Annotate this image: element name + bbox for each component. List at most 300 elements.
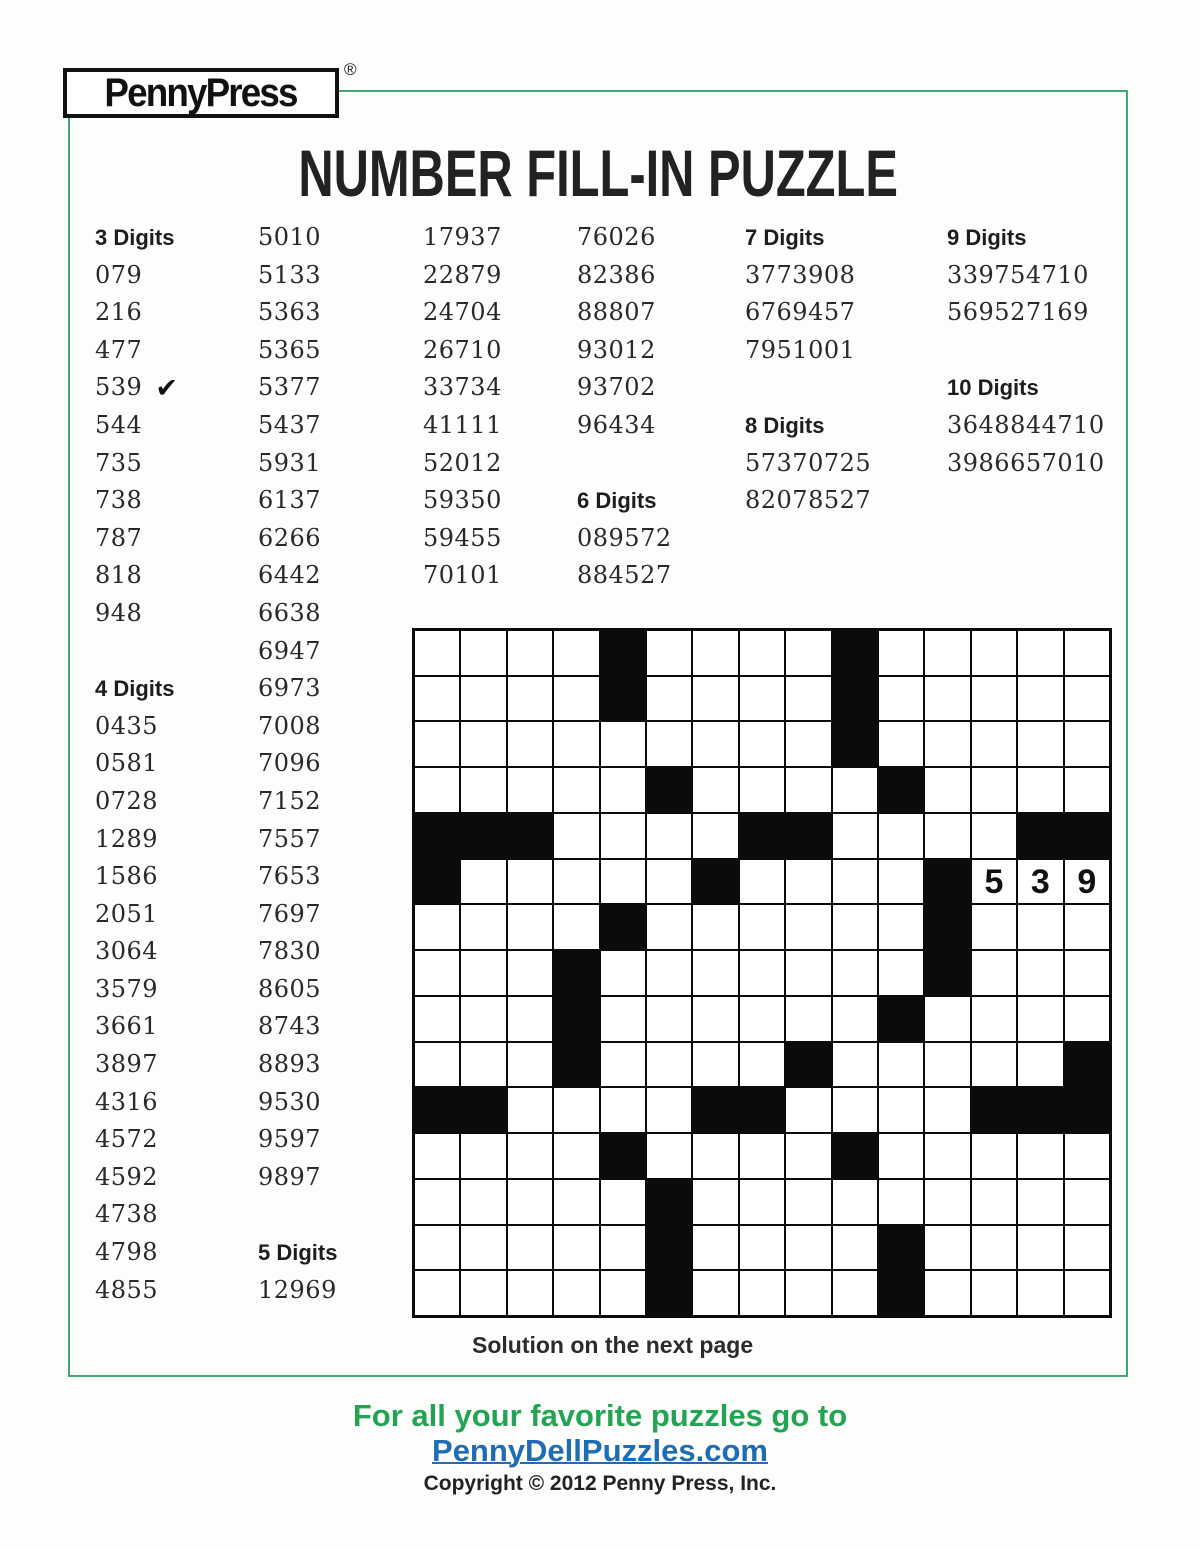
grid-cell[interactable] — [1018, 997, 1062, 1041]
grid-cell[interactable] — [508, 1271, 552, 1315]
grid-cell[interactable] — [925, 1180, 969, 1224]
list-number: 76026 — [577, 223, 656, 251]
grid-cell[interactable] — [554, 1088, 598, 1132]
list-number: 735 — [95, 448, 143, 477]
grid-cell[interactable] — [601, 951, 645, 995]
grid-cell[interactable] — [879, 814, 923, 858]
list-number: 2051 — [95, 899, 159, 928]
list-number: 3897 — [95, 1050, 159, 1079]
number-list-column-4 — [577, 219, 672, 595]
grid-cell[interactable] — [972, 631, 1016, 675]
grid-cell[interactable] — [879, 951, 923, 995]
list-number: 4316 — [95, 1087, 159, 1116]
grid-cell[interactable] — [879, 905, 923, 949]
grid-cell[interactable] — [972, 1271, 1016, 1315]
grid-cell[interactable] — [1018, 1134, 1062, 1178]
grid-cell[interactable] — [740, 1134, 784, 1178]
digit-group-header: 10 Digits — [947, 375, 1039, 401]
list-number: 089572 — [577, 523, 672, 552]
grid-cell[interactable] — [1018, 768, 1062, 812]
grid-cell[interactable] — [415, 997, 459, 1041]
grid-cell[interactable] — [461, 1271, 505, 1315]
list-number: 079 — [95, 260, 143, 289]
grid-cell[interactable] — [415, 1226, 459, 1270]
list-number: 539 ✔ — [95, 373, 179, 405]
list-number: 3648844710 — [947, 410, 1105, 439]
grid-cell[interactable] — [461, 1226, 505, 1270]
pennypress-logo-text: PennyPress — [104, 71, 298, 115]
number-list-column-3 — [423, 219, 502, 595]
list-number: 3579 — [95, 974, 159, 1003]
grid-cell[interactable] — [879, 722, 923, 766]
grid-cell[interactable] — [554, 905, 598, 949]
list-number: 59350 — [423, 486, 502, 515]
grid-cell[interactable] — [554, 722, 598, 766]
footer-link-wrap — [0, 1433, 1200, 1469]
grid-cell[interactable] — [601, 1043, 645, 1087]
list-number: 5365 — [258, 335, 322, 364]
grid-cell[interactable] — [693, 905, 737, 949]
list-number: 6442 — [258, 561, 322, 590]
grid-cell[interactable] — [925, 722, 969, 766]
grid-cell[interactable] — [554, 1226, 598, 1270]
footer-tagline: For all your favorite puzzles go to — [352, 1398, 848, 1433]
grid-cell[interactable] — [693, 1226, 737, 1270]
digit-group-header: 5 Digits — [258, 1240, 338, 1266]
grid-cell[interactable] — [786, 905, 830, 949]
prefilled-digit: 5 — [984, 862, 1004, 901]
list-number: 7951001 — [745, 335, 856, 364]
grid-cell[interactable] — [740, 1180, 784, 1224]
list-number: 544 — [95, 410, 143, 439]
grid-cell[interactable] — [786, 1134, 830, 1178]
grid-cell-black — [693, 860, 737, 904]
digit-group-header: 6 Digits — [577, 488, 657, 514]
grid-cell[interactable] — [1018, 1043, 1062, 1087]
digit-group-header: 9 Digits — [947, 225, 1027, 250]
list-number: 3773908 — [745, 260, 856, 289]
prefilled-digit: 9 — [1077, 862, 1097, 901]
grid-cell-black — [554, 1043, 598, 1087]
grid-cell[interactable] — [925, 997, 969, 1041]
grid-cell[interactable] — [972, 768, 1016, 812]
list-number: 70101 — [423, 561, 502, 590]
grid-cell[interactable] — [647, 722, 691, 766]
list-number: 884527 — [577, 561, 672, 590]
grid-cell[interactable] — [647, 951, 691, 995]
grid-cell[interactable] — [786, 677, 830, 721]
grid-cell[interactable] — [461, 860, 505, 904]
grid-cell[interactable] — [833, 768, 877, 812]
grid-cell[interactable] — [925, 1226, 969, 1270]
list-number: 6769457 — [745, 298, 856, 327]
grid-cell-black — [647, 1226, 691, 1270]
grid-cell-black — [461, 1088, 505, 1132]
list-number: 8743 — [258, 1012, 322, 1041]
list-number: 22879 — [423, 260, 502, 289]
list-number: 5010 — [258, 223, 322, 251]
grid-cell[interactable] — [1065, 631, 1109, 675]
grid-cell-black — [833, 677, 877, 721]
grid-cell-black — [879, 997, 923, 1041]
grid-cell[interactable] — [1018, 1271, 1062, 1315]
grid-cell[interactable] — [601, 814, 645, 858]
grid-cell[interactable] — [508, 1134, 552, 1178]
list-number: 96434 — [577, 410, 656, 439]
grid-cell[interactable] — [786, 768, 830, 812]
grid-cell[interactable] — [693, 1180, 737, 1224]
list-number: 9897 — [258, 1162, 322, 1191]
grid-cell[interactable] — [508, 631, 552, 675]
grid-cell[interactable] — [693, 997, 737, 1041]
grid-cell[interactable] — [461, 951, 505, 995]
grid-cell[interactable] — [508, 768, 552, 812]
grid-cell[interactable] — [740, 860, 784, 904]
grid-cell[interactable] — [925, 631, 969, 675]
list-number: 26710 — [423, 335, 502, 364]
grid-cell[interactable] — [461, 631, 505, 675]
list-number: 7152 — [258, 786, 322, 815]
list-number: 8605 — [258, 974, 322, 1003]
grid-cell[interactable] — [833, 905, 877, 949]
grid-cell[interactable] — [1065, 997, 1109, 1041]
grid-cell[interactable] — [601, 722, 645, 766]
digit-group-header: 7 Digits — [745, 225, 825, 250]
grid-cell[interactable] — [972, 1134, 1016, 1178]
grid-cell[interactable] — [601, 768, 645, 812]
digit-group-header: 8 Digits — [745, 412, 825, 438]
grid-cell[interactable] — [647, 814, 691, 858]
list-number: 818 — [95, 561, 143, 590]
grid-cell[interactable] — [740, 768, 784, 812]
list-number: 93012 — [577, 335, 656, 364]
grid-cell[interactable] — [554, 1271, 598, 1315]
grid-cell[interactable] — [647, 677, 691, 721]
grid-cell[interactable] — [601, 860, 645, 904]
grid-cell[interactable] — [1018, 677, 1062, 721]
grid-cell[interactable] — [833, 1226, 877, 1270]
grid-cell-black — [601, 905, 645, 949]
list-number: 4738 — [95, 1200, 159, 1229]
list-number: 59455 — [423, 523, 502, 552]
grid-cell[interactable] — [740, 1043, 784, 1087]
grid-cell[interactable] — [1018, 860, 1062, 904]
grid-cell[interactable] — [554, 814, 598, 858]
grid-cell-black — [1065, 814, 1109, 858]
list-number: 787 — [95, 523, 143, 552]
grid-cell[interactable] — [786, 1226, 830, 1270]
list-number: 339754710 — [947, 260, 1089, 289]
grid-cell[interactable] — [972, 722, 1016, 766]
grid-cell-black — [925, 905, 969, 949]
grid-cell-black — [601, 1134, 645, 1178]
list-number: 12969 — [258, 1275, 337, 1304]
grid-cell[interactable] — [833, 1043, 877, 1087]
list-number: 93702 — [577, 373, 656, 402]
grid-cell[interactable] — [415, 768, 459, 812]
grid-cell[interactable] — [554, 1180, 598, 1224]
grid-cell[interactable] — [786, 1180, 830, 1224]
grid-cell[interactable] — [554, 677, 598, 721]
grid-cell[interactable] — [786, 1088, 830, 1132]
grid-cell-black — [879, 768, 923, 812]
grid-cell[interactable] — [647, 997, 691, 1041]
grid-cell-black — [786, 814, 830, 858]
grid-cell[interactable] — [647, 905, 691, 949]
list-spacer — [947, 332, 1105, 370]
grid-cell-black — [508, 814, 552, 858]
grid-cell[interactable] — [786, 860, 830, 904]
list-number: 7096 — [258, 749, 322, 778]
grid-cell[interactable] — [1065, 1134, 1109, 1178]
grid-cell[interactable] — [461, 768, 505, 812]
grid-cell[interactable] — [554, 631, 598, 675]
grid-cell-black — [554, 997, 598, 1041]
grid-cell[interactable] — [1018, 722, 1062, 766]
prefilled-digit: 3 — [1030, 862, 1050, 901]
registered-trademark-icon: ® — [344, 60, 357, 79]
grid-cell[interactable] — [1065, 768, 1109, 812]
grid-cell[interactable] — [508, 1043, 552, 1087]
grid-cell[interactable] — [693, 1271, 737, 1315]
grid-cell[interactable] — [415, 1134, 459, 1178]
grid-cell[interactable] — [740, 677, 784, 721]
grid-cell[interactable] — [461, 1043, 505, 1087]
grid-cell[interactable] — [461, 722, 505, 766]
list-number: 3064 — [95, 937, 159, 966]
grid-cell[interactable] — [1018, 1226, 1062, 1270]
grid-cell[interactable] — [740, 631, 784, 675]
grid-cell[interactable] — [508, 1226, 552, 1270]
grid-cell[interactable] — [647, 1043, 691, 1087]
grid-cell[interactable] — [1018, 1180, 1062, 1224]
grid-cell-black — [415, 860, 459, 904]
list-number: 8893 — [258, 1050, 322, 1079]
grid-cell-black — [740, 1088, 784, 1132]
grid-cell-black — [972, 1088, 1016, 1132]
grid-cell[interactable] — [415, 631, 459, 675]
footer-copyright: Copyright © 2012 Penny Press, Inc. — [423, 1472, 777, 1495]
list-number: 6137 — [258, 486, 322, 515]
grid-cell[interactable] — [925, 768, 969, 812]
list-number: 82078527 — [745, 486, 872, 515]
grid-cell[interactable] — [972, 951, 1016, 995]
grid-cell[interactable] — [508, 1088, 552, 1132]
grid-cell[interactable] — [647, 631, 691, 675]
grid-cell[interactable] — [693, 631, 737, 675]
grid-cell[interactable] — [740, 1271, 784, 1315]
grid-cell[interactable] — [1065, 1226, 1109, 1270]
grid-cell[interactable] — [508, 677, 552, 721]
grid-cell[interactable] — [879, 1134, 923, 1178]
grid-cell-black — [879, 1226, 923, 1270]
grid-cell[interactable] — [972, 997, 1016, 1041]
grid-cell[interactable] — [833, 1180, 877, 1224]
list-spacer — [745, 369, 871, 407]
grid-cell-black — [1018, 814, 1062, 858]
grid-cell[interactable] — [833, 1271, 877, 1315]
grid-cell[interactable] — [415, 677, 459, 721]
grid-cell[interactable] — [972, 1180, 1016, 1224]
list-number: 4592 — [95, 1162, 159, 1191]
grid-cell-black — [833, 1134, 877, 1178]
grid-cell[interactable] — [461, 1180, 505, 1224]
grid-cell[interactable] — [786, 1271, 830, 1315]
grid-cell-black — [925, 951, 969, 995]
grid-cell-black — [833, 631, 877, 675]
grid-cell-black — [1065, 1088, 1109, 1132]
grid-cell[interactable] — [740, 997, 784, 1041]
grid-cell[interactable] — [879, 677, 923, 721]
grid-cell[interactable] — [693, 768, 737, 812]
grid-cell[interactable] — [415, 1180, 459, 1224]
grid-cell[interactable] — [415, 905, 459, 949]
grid-cell[interactable] — [1065, 722, 1109, 766]
grid-cell[interactable] — [1065, 951, 1109, 995]
grid-cell[interactable] — [833, 951, 877, 995]
grid-cell[interactable] — [693, 1134, 737, 1178]
grid-cell[interactable] — [925, 1134, 969, 1178]
grid-cell[interactable] — [508, 997, 552, 1041]
grid-cell[interactable] — [833, 1088, 877, 1132]
grid-cell[interactable] — [972, 860, 1016, 904]
grid-cell[interactable] — [415, 1271, 459, 1315]
list-number: 6947 — [258, 636, 322, 665]
grid-cell[interactable] — [461, 905, 505, 949]
grid-cell[interactable] — [1018, 951, 1062, 995]
grid-cell[interactable] — [1018, 905, 1062, 949]
list-number: 9530 — [258, 1087, 322, 1116]
grid-cell-black — [1065, 1043, 1109, 1087]
grid-cell[interactable] — [647, 1134, 691, 1178]
grid-cell[interactable] — [1065, 677, 1109, 721]
list-number: 6266 — [258, 523, 322, 552]
grid-cell[interactable] — [879, 1180, 923, 1224]
grid-cell[interactable] — [554, 860, 598, 904]
grid-cell[interactable] — [1065, 1180, 1109, 1224]
grid-cell[interactable] — [693, 1043, 737, 1087]
grid-cell[interactable] — [786, 951, 830, 995]
grid-cell[interactable] — [693, 677, 737, 721]
grid-cell[interactable] — [972, 677, 1016, 721]
grid-cell[interactable] — [972, 1226, 1016, 1270]
grid-cell[interactable] — [508, 905, 552, 949]
grid-cell[interactable] — [508, 1180, 552, 1224]
list-number: 4798 — [95, 1238, 159, 1267]
list-number: 1586 — [95, 862, 159, 891]
list-number: 4855 — [95, 1275, 159, 1304]
grid-cell[interactable] — [601, 1226, 645, 1270]
pennypress-logo — [63, 68, 339, 118]
grid-cell[interactable] — [1065, 905, 1109, 949]
grid-cell[interactable] — [879, 1088, 923, 1132]
grid-cell[interactable] — [1065, 860, 1109, 904]
grid-cell[interactable] — [508, 860, 552, 904]
grid-cell[interactable] — [554, 1134, 598, 1178]
list-number: 0435 — [95, 711, 159, 740]
list-number: 477 — [95, 335, 143, 364]
grid-cell[interactable] — [647, 1088, 691, 1132]
grid-cell[interactable] — [925, 1043, 969, 1087]
grid-cell[interactable] — [415, 1043, 459, 1087]
grid-cell[interactable] — [461, 997, 505, 1041]
pennydellpuzzles-link[interactable]: PennyDellPuzzles.com — [432, 1433, 768, 1468]
list-number: 738 — [95, 486, 143, 515]
grid-cell[interactable] — [415, 722, 459, 766]
grid-cell[interactable] — [833, 860, 877, 904]
grid-cell[interactable] — [508, 722, 552, 766]
grid-cell[interactable] — [601, 1271, 645, 1315]
grid-cell[interactable] — [972, 1043, 1016, 1087]
grid-cell[interactable] — [925, 1271, 969, 1315]
list-number: 41111 — [423, 410, 502, 439]
grid-cell[interactable] — [740, 951, 784, 995]
grid-cell[interactable] — [786, 631, 830, 675]
list-number: 88807 — [577, 298, 656, 327]
grid-cell[interactable] — [1018, 631, 1062, 675]
grid-cell-black — [647, 1180, 691, 1224]
grid-cell[interactable] — [693, 951, 737, 995]
grid-cell[interactable] — [601, 1180, 645, 1224]
grid-cell[interactable] — [740, 905, 784, 949]
grid-cell[interactable] — [601, 1088, 645, 1132]
grid-cell[interactable] — [879, 860, 923, 904]
grid-cell[interactable] — [879, 631, 923, 675]
grid-cell[interactable] — [508, 951, 552, 995]
grid-cell[interactable] — [879, 1043, 923, 1087]
grid-cell-black — [740, 814, 784, 858]
grid-cell[interactable] — [786, 722, 830, 766]
grid-cell[interactable] — [833, 997, 877, 1041]
grid-cell[interactable] — [554, 768, 598, 812]
list-number: 9597 — [258, 1125, 322, 1154]
grid-cell[interactable] — [740, 1226, 784, 1270]
grid-cell[interactable] — [786, 997, 830, 1041]
puzzle-grid — [412, 628, 1112, 1318]
grid-cell[interactable] — [925, 1088, 969, 1132]
grid-cell[interactable] — [740, 722, 784, 766]
list-number: 7557 — [258, 824, 322, 853]
grid-cell[interactable] — [972, 905, 1016, 949]
grid-cell-black — [879, 1271, 923, 1315]
list-spacer — [258, 1196, 337, 1234]
grid-cell[interactable] — [925, 814, 969, 858]
grid-cell[interactable] — [601, 997, 645, 1041]
list-number: 7008 — [258, 711, 322, 740]
grid-cell[interactable] — [461, 677, 505, 721]
number-list-column-6 — [947, 219, 1105, 482]
list-number: 4572 — [95, 1125, 159, 1154]
grid-cell-black — [925, 860, 969, 904]
list-spacer — [95, 633, 178, 671]
grid-cell[interactable] — [647, 860, 691, 904]
grid-cell[interactable] — [833, 814, 877, 858]
list-number: 1289 — [95, 824, 159, 853]
list-number: 569527169 — [947, 298, 1089, 327]
grid-cell-black — [601, 677, 645, 721]
list-number: 24704 — [423, 298, 502, 327]
grid-cell[interactable] — [415, 951, 459, 995]
grid-cell[interactable] — [972, 814, 1016, 858]
grid-cell-black — [415, 1088, 459, 1132]
list-number: 17937 — [423, 223, 502, 251]
grid-cell[interactable] — [693, 722, 737, 766]
grid-cell[interactable] — [693, 814, 737, 858]
grid-cell[interactable] — [925, 677, 969, 721]
grid-cell[interactable] — [1065, 1271, 1109, 1315]
number-list-column-5 — [745, 219, 871, 520]
grid-cell[interactable] — [461, 1134, 505, 1178]
